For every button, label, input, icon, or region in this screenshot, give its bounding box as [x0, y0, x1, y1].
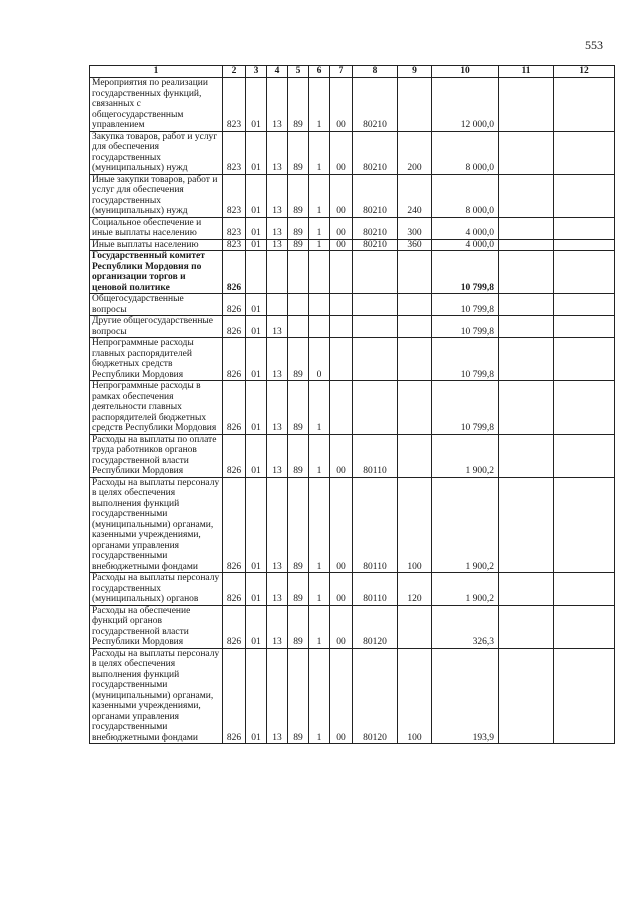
col-5: 89	[288, 239, 309, 251]
page-number: 553	[585, 38, 603, 52]
col-9	[398, 294, 432, 316]
col-12	[554, 573, 615, 606]
col-8	[353, 251, 398, 294]
col-5: 89	[288, 648, 309, 744]
column-header-8: 8	[353, 66, 398, 78]
col-10-amount: 193,9	[432, 648, 499, 744]
col-5	[288, 316, 309, 338]
col-2: 823	[223, 217, 246, 239]
col-11	[499, 477, 554, 573]
col-8: 80210	[353, 78, 398, 132]
col-6	[309, 251, 330, 294]
col-2: 826	[223, 648, 246, 744]
row-name: Иные закупки товаров, работ и услуг для обеспечения государственных (муниципальных) нужд	[90, 174, 223, 217]
col-4: 13	[267, 605, 288, 648]
col-4: 13	[267, 648, 288, 744]
col-12	[554, 605, 615, 648]
col-10-amount: 10 799,8	[432, 316, 499, 338]
col-11	[499, 174, 554, 217]
col-8: 80210	[353, 239, 398, 251]
col-6: 1	[309, 131, 330, 174]
col-6: 1	[309, 78, 330, 132]
col-4: 13	[267, 434, 288, 477]
col-9: 100	[398, 477, 432, 573]
col-10-amount: 10 799,8	[432, 251, 499, 294]
col-3: 01	[246, 174, 267, 217]
row-name: Другие общегосударственные вопросы	[90, 316, 223, 338]
col-12	[554, 174, 615, 217]
col-9	[398, 434, 432, 477]
col-10-amount: 1 900,2	[432, 573, 499, 606]
col-3: 01	[246, 338, 267, 381]
row-name: Непрограммные расходы в рамках обеспечения деятельности главных распорядителей бюджетных средств Республики Мордовия	[90, 381, 223, 435]
col-12	[554, 217, 615, 239]
col-5	[288, 251, 309, 294]
col-8: 80110	[353, 434, 398, 477]
row-name: Расходы на выплаты по оплате труда работников органов государственной власти Республики Мордовия	[90, 434, 223, 477]
column-header-5: 5	[288, 66, 309, 78]
col-8: 80120	[353, 605, 398, 648]
col-2: 823	[223, 131, 246, 174]
col-6	[309, 294, 330, 316]
table-row	[90, 434, 615, 477]
col-6: 1	[309, 381, 330, 435]
col-11	[499, 239, 554, 251]
col-5: 89	[288, 338, 309, 381]
col-12	[554, 648, 615, 744]
col-7: 00	[330, 648, 353, 744]
col-12	[554, 239, 615, 251]
col-10-amount: 10 799,8	[432, 294, 499, 316]
col-4: 13	[267, 174, 288, 217]
col-4: 13	[267, 131, 288, 174]
col-3: 01	[246, 648, 267, 744]
col-2: 826	[223, 251, 246, 294]
col-11	[499, 605, 554, 648]
col-6: 1	[309, 477, 330, 573]
col-12	[554, 316, 615, 338]
col-3	[246, 251, 267, 294]
col-12	[554, 131, 615, 174]
col-2: 826	[223, 381, 246, 435]
col-8: 80210	[353, 217, 398, 239]
column-header-2: 2	[223, 66, 246, 78]
column-header-7: 7	[330, 66, 353, 78]
col-2: 823	[223, 174, 246, 217]
column-header-11: 11	[499, 66, 554, 78]
col-5: 89	[288, 217, 309, 239]
col-9: 120	[398, 573, 432, 606]
col-8	[353, 316, 398, 338]
col-7: 00	[330, 434, 353, 477]
col-3: 01	[246, 78, 267, 132]
col-10-amount: 8 000,0	[432, 174, 499, 217]
col-6: 1	[309, 239, 330, 251]
col-7: 00	[330, 239, 353, 251]
col-6: 1	[309, 648, 330, 744]
col-5: 89	[288, 174, 309, 217]
col-4: 13	[267, 78, 288, 132]
col-9	[398, 316, 432, 338]
col-4: 13	[267, 338, 288, 381]
col-5: 89	[288, 434, 309, 477]
row-name: Государственный комитет Республики Мордовия по организации торгов и ценовой политике	[90, 251, 223, 294]
col-2: 826	[223, 316, 246, 338]
table-row	[90, 316, 615, 338]
table-row	[90, 605, 615, 648]
col-9	[398, 605, 432, 648]
col-12	[554, 294, 615, 316]
row-name: Мероприятия по реализации государственных функций, связанных с общегосударственным управлением	[90, 78, 223, 132]
col-5: 89	[288, 573, 309, 606]
col-7: 00	[330, 477, 353, 573]
col-12	[554, 251, 615, 294]
col-11	[499, 131, 554, 174]
col-7	[330, 381, 353, 435]
col-9	[398, 251, 432, 294]
col-4: 13	[267, 477, 288, 573]
col-3: 01	[246, 381, 267, 435]
col-12	[554, 434, 615, 477]
col-6	[309, 316, 330, 338]
col-9	[398, 78, 432, 132]
col-5: 89	[288, 131, 309, 174]
col-2: 823	[223, 78, 246, 132]
table-row	[90, 251, 615, 294]
col-11	[499, 434, 554, 477]
col-4	[267, 251, 288, 294]
col-3: 01	[246, 217, 267, 239]
col-9: 100	[398, 648, 432, 744]
col-4: 13	[267, 217, 288, 239]
table-row	[90, 338, 615, 381]
column-header-12: 12	[554, 66, 615, 78]
col-8: 80110	[353, 573, 398, 606]
col-7: 00	[330, 78, 353, 132]
col-6: 0	[309, 338, 330, 381]
row-name: Расходы на обеспечение функций органов государственной власти Республики Мордовия	[90, 605, 223, 648]
col-2: 823	[223, 239, 246, 251]
col-7: 00	[330, 605, 353, 648]
column-header-1: 1	[90, 66, 223, 78]
col-12	[554, 477, 615, 573]
col-8	[353, 381, 398, 435]
col-5: 89	[288, 477, 309, 573]
row-name: Закупка товаров, работ и услуг для обеспечения государственных (муниципальных) нужд	[90, 131, 223, 174]
column-header-9: 9	[398, 66, 432, 78]
col-12	[554, 338, 615, 381]
col-11	[499, 294, 554, 316]
col-9: 240	[398, 174, 432, 217]
column-header-10: 10	[432, 66, 499, 78]
col-10-amount: 10 799,8	[432, 338, 499, 381]
table-row	[90, 294, 615, 316]
col-6: 1	[309, 174, 330, 217]
row-name: Расходы на выплаты персоналу государственных (муниципальных) органов	[90, 573, 223, 606]
row-name: Социальное обеспечение и иные выплаты населению	[90, 217, 223, 239]
column-header-4: 4	[267, 66, 288, 78]
col-3: 01	[246, 239, 267, 251]
table-row	[90, 381, 615, 435]
col-8	[353, 294, 398, 316]
col-10-amount: 4 000,0	[432, 217, 499, 239]
col-5: 89	[288, 381, 309, 435]
col-8: 80110	[353, 477, 398, 573]
col-4: 13	[267, 239, 288, 251]
col-8: 80210	[353, 174, 398, 217]
row-name: Общегосударственные вопросы	[90, 294, 223, 316]
col-10-amount: 12 000,0	[432, 78, 499, 132]
table-row	[90, 131, 615, 174]
table-row	[90, 573, 615, 606]
col-7: 00	[330, 217, 353, 239]
col-3: 01	[246, 294, 267, 316]
col-4: 13	[267, 573, 288, 606]
col-3: 01	[246, 316, 267, 338]
col-11	[499, 573, 554, 606]
row-name: Непрограммные расходы главных распорядителей бюджетных средств Республики Мордовия	[90, 338, 223, 381]
col-5: 89	[288, 605, 309, 648]
col-2: 826	[223, 605, 246, 648]
col-9: 360	[398, 239, 432, 251]
col-2: 826	[223, 573, 246, 606]
col-3: 01	[246, 573, 267, 606]
col-6: 1	[309, 217, 330, 239]
col-5: 89	[288, 78, 309, 132]
col-3: 01	[246, 605, 267, 648]
col-10-amount: 326,3	[432, 605, 499, 648]
col-6: 1	[309, 434, 330, 477]
col-2: 826	[223, 338, 246, 381]
row-name: Расходы на выплаты персоналу в целях обеспечения выполнения функций государственными (муниципальными) органами, казенными учреждениями, органами управления государственными внебюджетными фондами	[90, 648, 223, 744]
col-4: 13	[267, 381, 288, 435]
col-9	[398, 338, 432, 381]
col-8: 80120	[353, 648, 398, 744]
col-6: 1	[309, 573, 330, 606]
col-9	[398, 381, 432, 435]
table-row	[90, 78, 615, 132]
col-2: 826	[223, 434, 246, 477]
col-7	[330, 251, 353, 294]
col-3: 01	[246, 131, 267, 174]
col-8: 80210	[353, 131, 398, 174]
col-11	[499, 316, 554, 338]
table-row	[90, 648, 615, 744]
col-3: 01	[246, 434, 267, 477]
col-7: 00	[330, 573, 353, 606]
col-11	[499, 381, 554, 435]
table-row	[90, 217, 615, 239]
col-6: 1	[309, 605, 330, 648]
col-10-amount: 8 000,0	[432, 131, 499, 174]
col-4	[267, 294, 288, 316]
col-7	[330, 294, 353, 316]
col-10-amount: 4 000,0	[432, 239, 499, 251]
row-name: Иные выплаты населению	[90, 239, 223, 251]
col-11	[499, 648, 554, 744]
table-row	[90, 174, 615, 217]
col-11	[499, 338, 554, 381]
col-7: 00	[330, 131, 353, 174]
col-10-amount: 1 900,2	[432, 477, 499, 573]
col-9: 300	[398, 217, 432, 239]
col-2: 826	[223, 477, 246, 573]
col-12	[554, 78, 615, 132]
table-row	[90, 239, 615, 251]
col-10-amount: 1 900,2	[432, 434, 499, 477]
col-7: 00	[330, 174, 353, 217]
column-header-6: 6	[309, 66, 330, 78]
col-4: 13	[267, 316, 288, 338]
table-row	[90, 477, 615, 573]
col-5	[288, 294, 309, 316]
col-3: 01	[246, 477, 267, 573]
header-row	[90, 66, 615, 78]
col-7	[330, 338, 353, 381]
column-header-3: 3	[246, 66, 267, 78]
col-12	[554, 381, 615, 435]
col-2: 826	[223, 294, 246, 316]
col-8	[353, 338, 398, 381]
col-11	[499, 217, 554, 239]
col-11	[499, 78, 554, 132]
col-10-amount: 10 799,8	[432, 381, 499, 435]
budget-table	[89, 65, 615, 744]
row-name: Расходы на выплаты персоналу в целях обеспечения выполнения функций государственными (муниципальными) органами, казенными учреждениями, органами управления государственными внебюджетными фондами	[90, 477, 223, 573]
col-7	[330, 316, 353, 338]
col-9: 200	[398, 131, 432, 174]
table-body	[90, 78, 615, 744]
col-11	[499, 251, 554, 294]
